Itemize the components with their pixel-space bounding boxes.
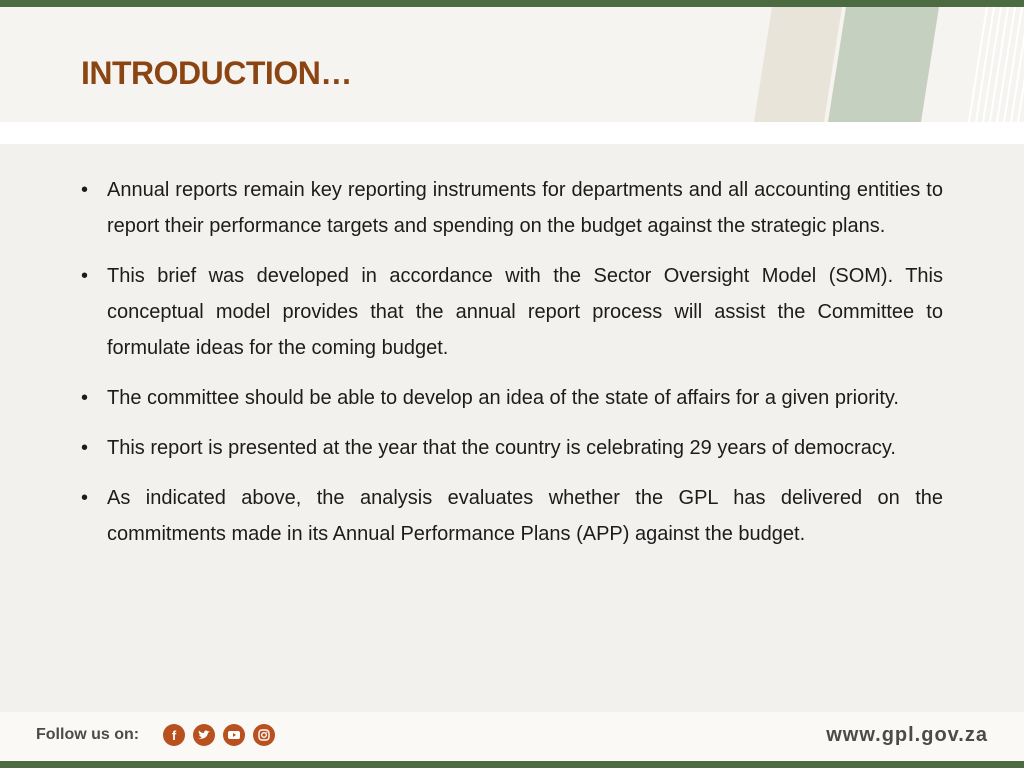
- facebook-icon[interactable]: f: [163, 724, 185, 746]
- bullet-text: As indicated above, the analysis evaluates whether the GPL has delivered on the commitments made in its Annual Performance Plans (APP) against the budget.: [107, 487, 943, 545]
- instagram-icon[interactable]: [253, 724, 275, 746]
- bullet-item: [81, 480, 943, 552]
- slide-footer: [0, 712, 1024, 761]
- follow-us-label: Follow us on:: [36, 726, 140, 743]
- bullet-text: Annual reports remain key reporting instruments for departments and all accounting entities to report their performance targets and spending on the budget against the strategic plans.: [107, 179, 943, 237]
- bullet-marker: •: [81, 387, 89, 409]
- bullet-marker: •: [81, 265, 89, 287]
- bullet-text: This brief was developed in accordance with the Sector Oversight Model (SOM). This conceptual model provides that the annual report process will assist the Committee to formulate ideas for the coming budget.: [107, 265, 943, 359]
- bullet-text: The committee should be able to develop an idea of the state of affairs for a given priority.: [107, 387, 899, 409]
- bottom-green-band: [0, 761, 1024, 768]
- bullet-list: [81, 172, 943, 566]
- bullet-item: [81, 258, 943, 366]
- slide-header: [0, 7, 1024, 122]
- website-link[interactable]: www.gpl.gov.za: [826, 724, 988, 746]
- slide-title: INTRODUCTION…: [81, 55, 352, 91]
- top-green-band: [0, 0, 1024, 7]
- bullet-text: This report is presented at the year that the country is celebrating 29 years of democracy.: [107, 437, 896, 459]
- header-gap: [0, 122, 1024, 144]
- header-decoration: [724, 7, 1024, 122]
- bullet-marker: •: [81, 179, 89, 201]
- youtube-icon[interactable]: [223, 724, 245, 746]
- bullet-item: [81, 430, 943, 466]
- bullet-item: [81, 380, 943, 416]
- slide-body: [0, 144, 1024, 712]
- bullet-marker: •: [81, 487, 89, 509]
- twitter-icon[interactable]: [193, 724, 215, 746]
- bullet-item: [81, 172, 943, 244]
- bullet-marker: •: [81, 437, 89, 459]
